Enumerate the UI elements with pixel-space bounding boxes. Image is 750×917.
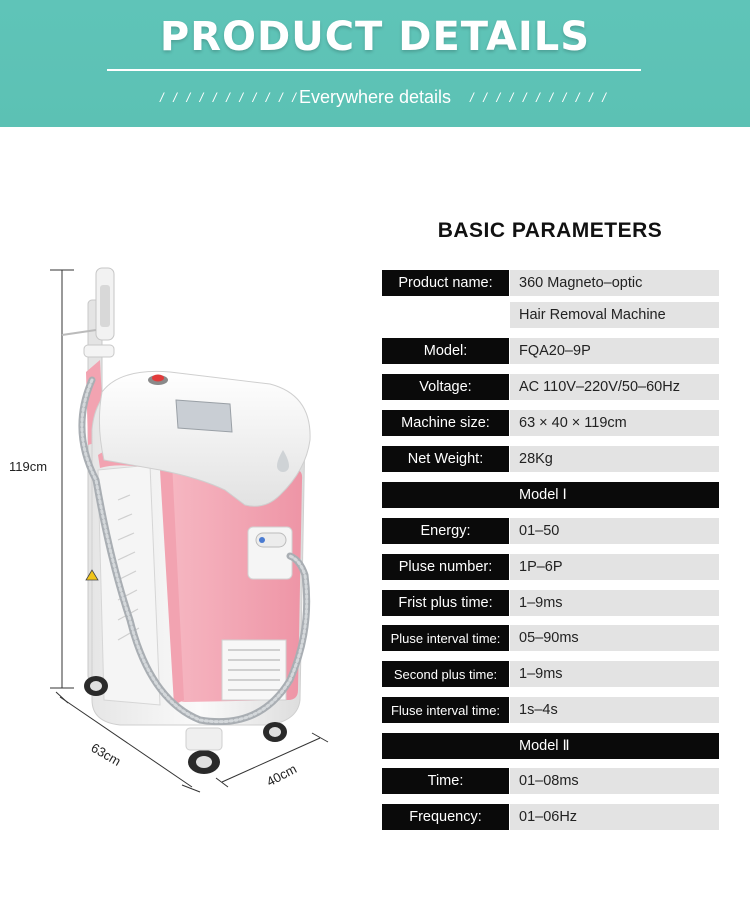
param-value: 01–50 — [510, 518, 719, 544]
param-label: Frist plus time: — [382, 590, 509, 616]
param-label: Fluse interval time: — [382, 697, 509, 723]
param-value: FQA20–9P — [510, 338, 719, 364]
param-value: 1–9ms — [510, 590, 719, 616]
param-row — [382, 804, 719, 830]
param-value: 1s–4s — [510, 697, 719, 723]
param-row — [382, 590, 719, 616]
param-value: 63 × 40 × 119cm — [510, 410, 719, 436]
param-value: 01–08ms — [510, 768, 719, 794]
length-label: 63cm — [88, 740, 124, 769]
param-row — [382, 625, 719, 651]
product-illustration — [0, 0, 340, 917]
param-row — [382, 410, 719, 436]
decorative-slashes-right: / / / / / / / / / / / — [470, 90, 609, 105]
param-row — [382, 697, 719, 723]
param-row — [382, 518, 719, 544]
param-row — [382, 661, 719, 687]
parameters-title: BASIC PARAMETERS — [437, 219, 663, 242]
param-label: Product name: — [382, 270, 509, 296]
param-label: Pluse number: — [382, 554, 509, 580]
param-label: Pluse interval time: — [382, 625, 509, 651]
param-label: Machine size: — [382, 410, 509, 436]
param-label: Time: — [382, 768, 509, 794]
param-value: Hair Removal Machine — [510, 302, 719, 328]
param-value: 01–06Hz — [510, 804, 719, 830]
width-label: 40cm — [264, 761, 300, 790]
page-subtitle: Everywhere details — [298, 87, 452, 107]
param-label: Second plus time: — [382, 661, 509, 687]
param-label: Net Weight: — [382, 446, 509, 472]
param-value: 1–9ms — [510, 661, 719, 687]
decorative-slashes-left: / / / / / / / / / / / — [160, 90, 299, 105]
param-value: 360 Magneto–optic — [510, 270, 719, 296]
param-row — [382, 338, 719, 364]
param-row-product-name — [382, 270, 719, 296]
param-value: AC 110V–220V/50–60Hz — [510, 374, 719, 400]
section-title: Model Ⅰ — [519, 487, 567, 503]
param-row — [382, 446, 719, 472]
param-label: Frequency: — [382, 804, 509, 830]
page-title: PRODUCT DETAILS — [159, 14, 591, 60]
section-header-model-1 — [382, 482, 719, 508]
param-row — [382, 554, 719, 580]
param-label: Model: — [382, 338, 509, 364]
param-value: 1P–6P — [510, 554, 719, 580]
param-value: 28Kg — [510, 446, 719, 472]
section-header-model-2 — [382, 733, 719, 759]
param-row — [382, 768, 719, 794]
height-label: 119cm — [9, 459, 48, 474]
section-title: Model Ⅱ — [519, 738, 570, 754]
param-label: Voltage: — [382, 374, 509, 400]
param-row — [382, 374, 719, 400]
param-row-product-name-cont — [382, 302, 719, 328]
param-value: 05–90ms — [510, 625, 719, 651]
param-label: Energy: — [382, 518, 509, 544]
